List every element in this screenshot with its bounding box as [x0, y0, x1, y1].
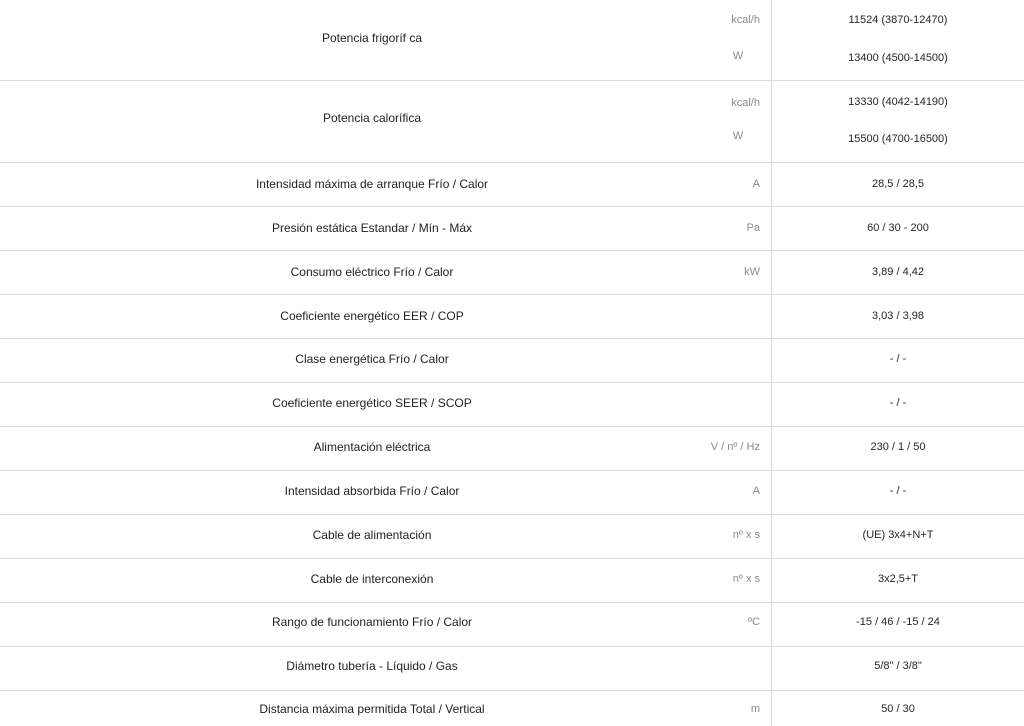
spec-row: [0, 471, 1024, 515]
spec-row: [0, 515, 1024, 559]
spec-label: Presión estática Estandar / Mín - Máx: [271, 221, 473, 235]
spec-row: [0, 559, 1024, 603]
spec-row: [0, 163, 1024, 207]
spec-value: 13400 (4500-14500): [848, 52, 948, 64]
spec-unit: ºC: [748, 616, 760, 628]
spec-value: 13330 (4042-14190): [848, 96, 948, 108]
spec-value: 50 / 30: [881, 703, 915, 715]
spec-value: 230 / 1 / 50: [870, 441, 926, 453]
spec-row: [0, 339, 1024, 383]
spec-row: [0, 691, 1024, 726]
spec-label: Rango de funcionamiento Frío / Calor: [271, 615, 473, 629]
spec-row: [0, 427, 1024, 471]
spec-label: Potencia calorífica: [322, 111, 422, 125]
spec-value: 11524 (3870-12470): [848, 14, 948, 26]
spec-unit: kcal/h: [731, 14, 760, 26]
spec-unit: V / nº / Hz: [710, 441, 760, 453]
spec-value: 15500 (4700-16500): [848, 133, 948, 145]
spec-label: Coeficiente energético EER / COP: [280, 309, 464, 323]
spec-unit: Pa: [746, 222, 760, 234]
spec-unit: W: [732, 50, 744, 62]
spec-unit: nº x s: [732, 529, 760, 541]
spec-value: 60 / 30 - 200: [867, 222, 929, 234]
spec-label: Distancia máxima permitida Total / Vertical: [259, 702, 485, 716]
spec-value: - / -: [889, 397, 907, 409]
spec-row: [0, 207, 1024, 251]
spec-unit: kcal/h: [731, 97, 760, 109]
spec-unit: m: [750, 703, 760, 715]
spec-row: [0, 383, 1024, 427]
spec-label: Intensidad máxima de arranque Frío / Calor: [255, 177, 489, 191]
spec-label: Clase energética Frío / Calor: [295, 352, 449, 366]
spec-label: Consumo eléctrico Frío / Calor: [290, 265, 454, 279]
spec-unit: A: [752, 178, 760, 190]
spec-value: -15 / 46 / -15 / 24: [856, 616, 940, 628]
spec-row: [0, 647, 1024, 691]
spec-value: 28,5 / 28,5: [872, 178, 924, 190]
spec-label: Coeficiente energético SEER / SCOP: [272, 396, 472, 410]
spec-unit: nº x s: [732, 573, 760, 585]
spec-row: [0, 251, 1024, 295]
spec-label: Cable de interconexión: [310, 572, 434, 586]
spec-label: Diámetro tubería - Líquido / Gas: [286, 659, 458, 673]
spec-unit: A: [752, 485, 760, 497]
spec-row-heating-capacity: [0, 81, 1024, 163]
spec-value: 5/8" / 3/8": [874, 660, 922, 672]
spec-value: - / -: [889, 485, 907, 497]
spec-value: 3x2,5+T: [877, 573, 919, 585]
spec-row-cooling-capacity: [0, 0, 1024, 81]
spec-value: 3,03 / 3,98: [872, 310, 924, 322]
spec-label: Alimentación eléctrica: [313, 440, 431, 454]
spec-row: [0, 295, 1024, 339]
spec-unit: W: [732, 130, 744, 142]
spec-value: (UE) 3x4+N+T: [862, 529, 934, 541]
spec-value: 3,89 / 4,42: [872, 266, 924, 278]
spec-label: Intensidad absorbida Frío / Calor: [284, 484, 460, 498]
spec-row: [0, 603, 1024, 647]
spec-unit: kW: [744, 266, 760, 278]
spec-label: Potencia frigoríf ca: [321, 31, 423, 45]
spec-label: Cable de alimentación: [312, 528, 432, 542]
spec-value: - / -: [889, 353, 907, 365]
